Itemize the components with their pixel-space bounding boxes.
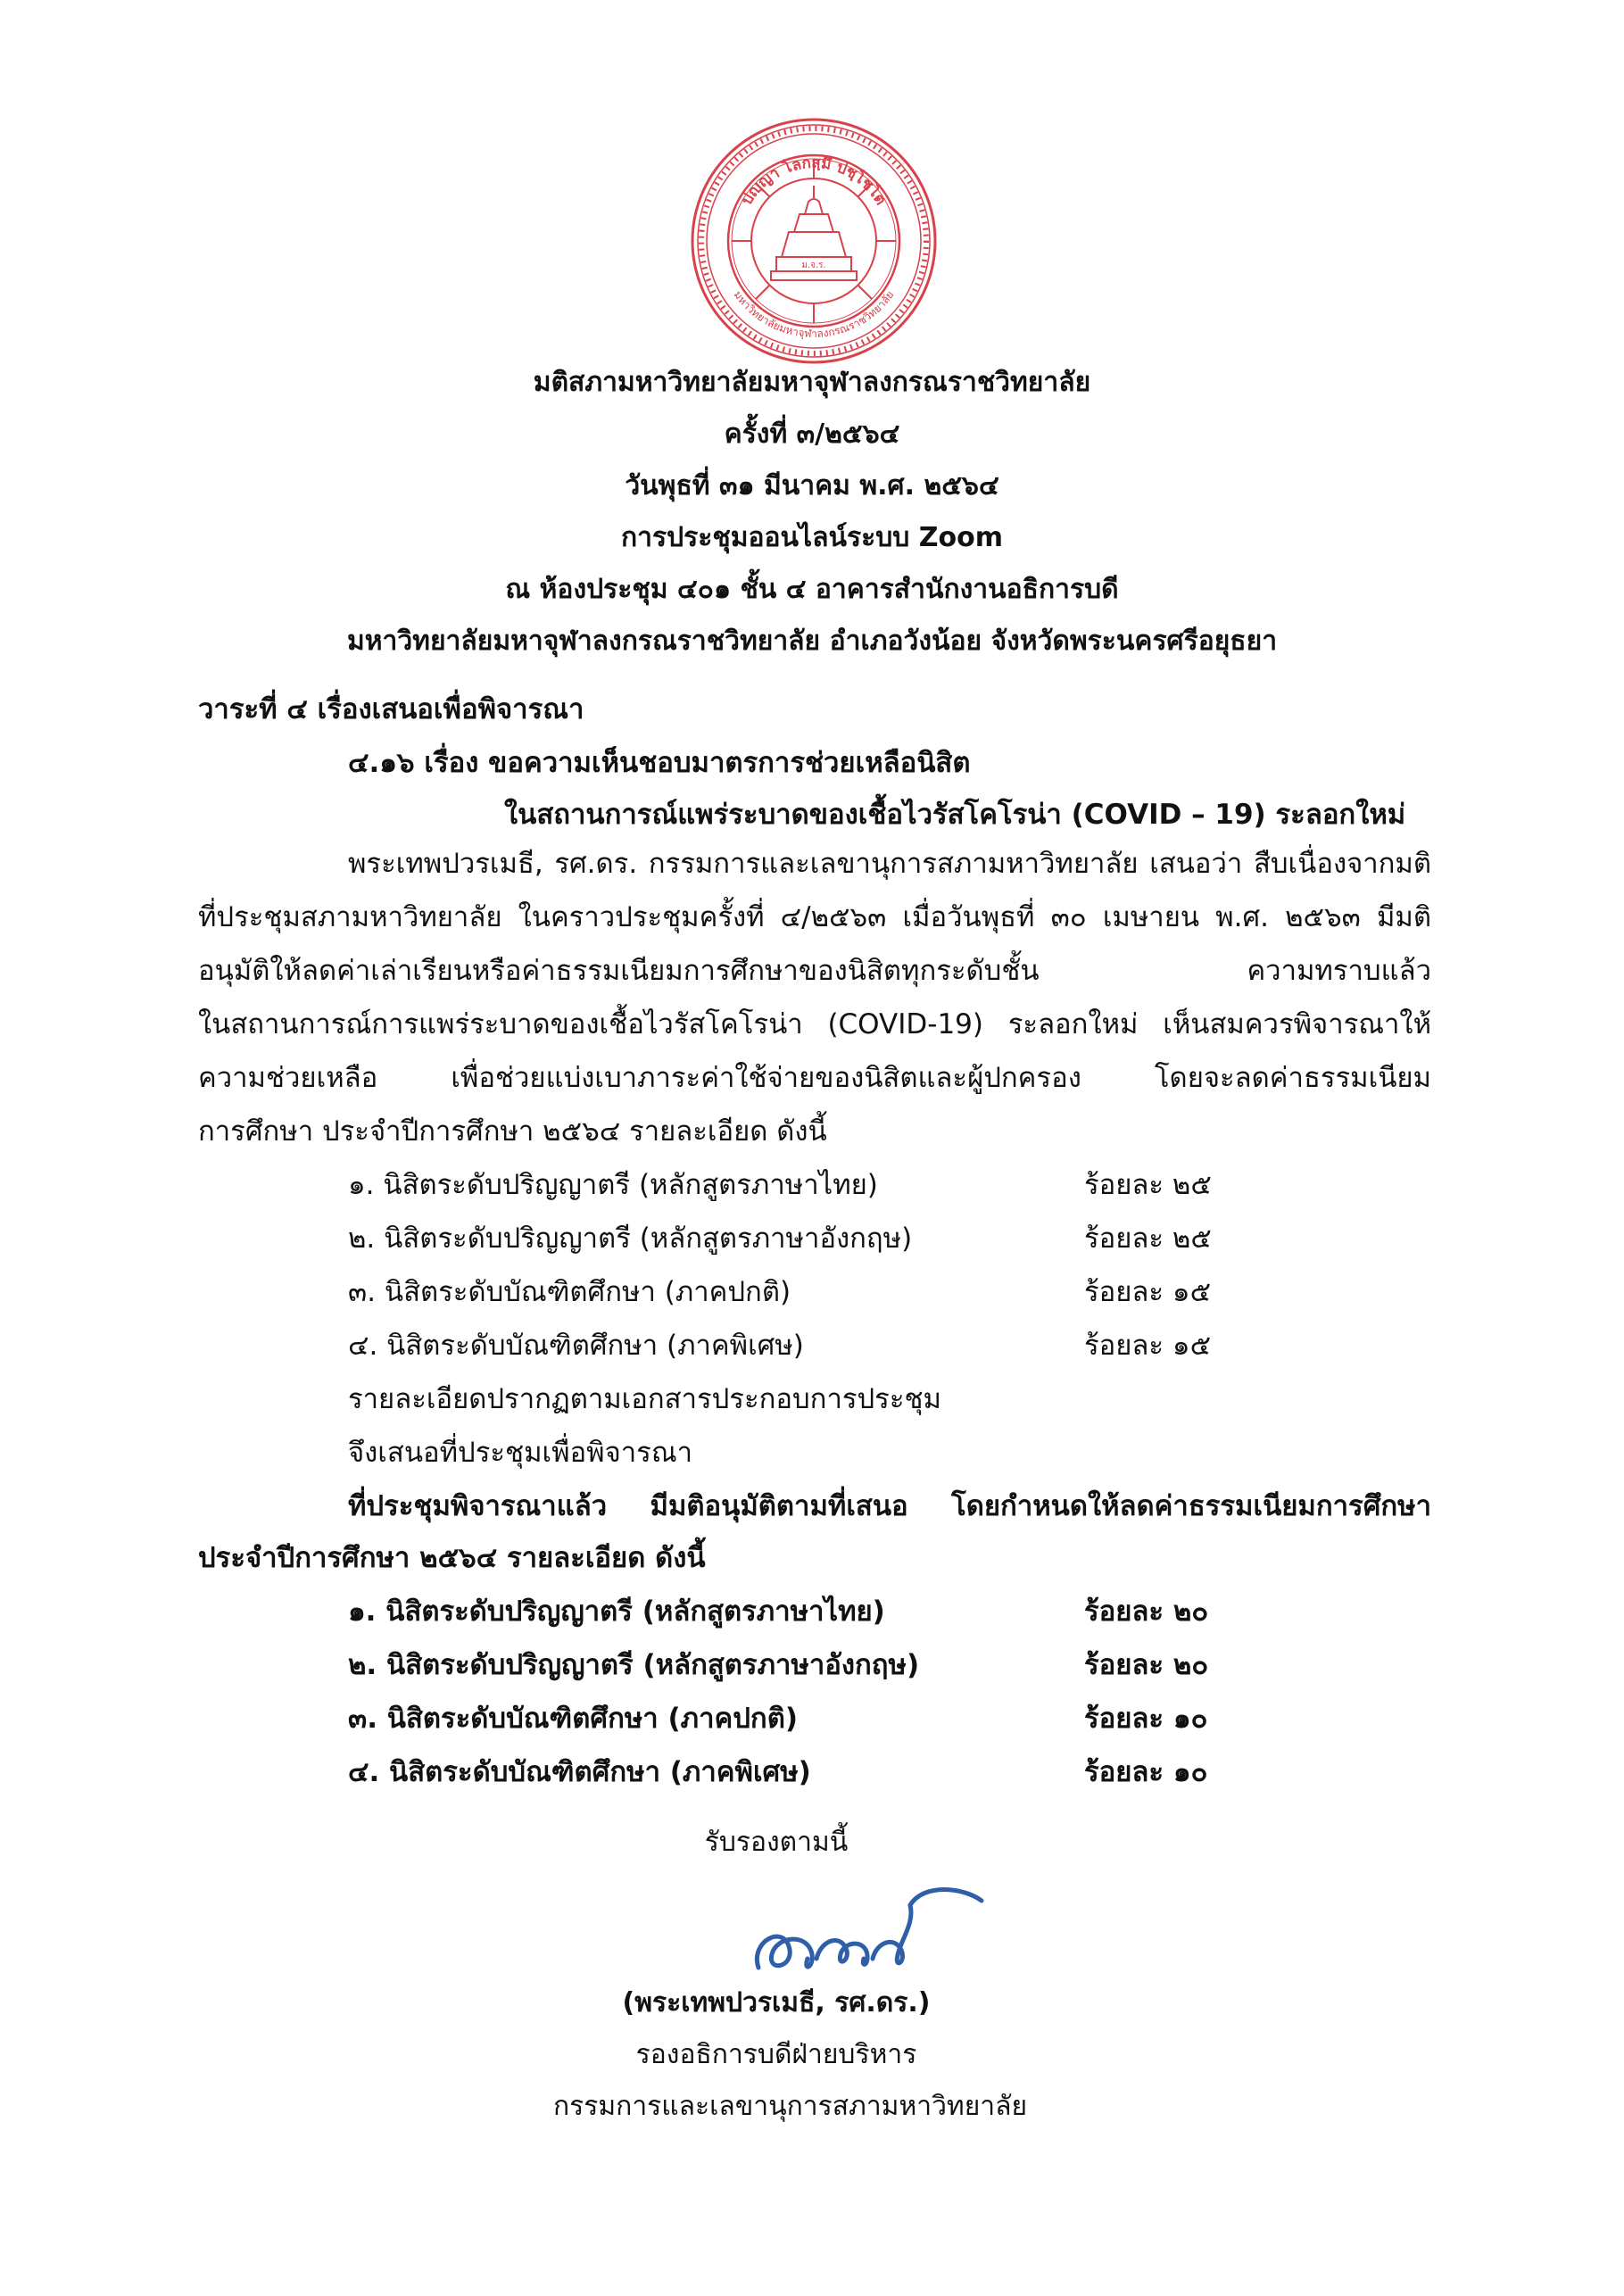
- proposal-line-3: อนุมัติให้ลดค่าเล่าเรียนหรือค่าธรรมเนียมการศึกษาของนิสิตทุกระดับชั้น ความทราบแล้ว: [198, 955, 1431, 987]
- proposed-list-item: [348, 1167, 1240, 1203]
- header-meeting-number: ครั้งที่ ๓/๒๕๖๔: [724, 419, 900, 450]
- proposed-item-label: ๔. นิสิตระดับบัณฑิตศึกษา (ภาคพิเศษ): [348, 1330, 804, 1362]
- seal-bottom-text: มหาวิทยาลัยมหาจุฬาลงกรณราชวิทยาลัย: [731, 288, 897, 341]
- agenda-item-title: ๔.๑๖ เรื่อง ขอความเห็นชอบมาตรการช่วยเหลือนิสิต: [348, 747, 971, 779]
- proposal-line-1: พระเทพปวรเมธี, รศ.ดร. กรรมการและเลขานุการสภามหาวิทยาลัย เสนอว่า สืบเนื่องจากมติ: [348, 848, 1431, 880]
- proposed-item-percent: ร้อยละ ๑๕: [1084, 1330, 1212, 1362]
- document-header: [0, 357, 1624, 667]
- approved-item-label: ๓. นิสิตระดับบัณฑิตศึกษา (ภาคปกติ): [348, 1703, 798, 1735]
- proposed-list-item: [348, 1221, 1240, 1256]
- seal-inner-label: ม.จ.ร.: [801, 261, 826, 270]
- seal-top-text: ปญฺญา โลกสฺมึ ปชฺโชโต: [738, 153, 890, 209]
- proposed-item-percent: ร้อยละ ๒๕: [1084, 1169, 1212, 1201]
- proposed-item-label: ๒. นิสิตระดับปริญญาตรี (หลักสูตรภาษาอังกฤษ): [348, 1223, 913, 1255]
- proposal-line-6: การศึกษา ประจำปีการศึกษา ๒๕๖๔ รายละเอียด ดังนี้: [198, 1115, 827, 1148]
- proposed-item-percent: ร้อยละ ๑๕: [1084, 1276, 1212, 1308]
- proposed-item-percent: ร้อยละ ๒๕: [1084, 1223, 1212, 1255]
- certify-text: รับรองตามนี้: [704, 1827, 849, 1858]
- header-council-title: มติสภามหาวิทยาลัยมหาจุฬาลงกรณราชวิทยาลัย: [533, 367, 1091, 398]
- submit-note: จึงเสนอที่ประชุมเพื่อพิจารณา: [348, 1437, 692, 1469]
- header-meeting-date: วันพุธที่ ๓๑ มีนาคม พ.ศ. ๒๕๖๔: [625, 470, 999, 501]
- approved-item-percent: ร้อยละ ๑๐: [1084, 1703, 1208, 1735]
- approved-list-item: [348, 1754, 1240, 1790]
- approved-item-percent: ร้อยละ ๒๐: [1084, 1649, 1209, 1681]
- agenda-heading: วาระที่ ๔ เรื่องเสนอเพื่อพิจารณา: [198, 693, 584, 725]
- approved-item-label: ๑. นิสิตระดับปริญญาตรี (หลักสูตรภาษาไทย): [348, 1596, 885, 1628]
- approved-list-item: [348, 1594, 1240, 1629]
- signatory-name: (พระเทพปวรเมธี, รศ.ดร.): [622, 1987, 931, 2018]
- proposal-line-2: ที่ประชุมสภามหาวิทยาลัย ในคราวประชุมครั้งที่ ๔/๒๕๖๓ เมื่อวันพุธที่ ๓๐ เมษายน พ.ศ. ๒๕๖๓ มีมติ: [198, 901, 1431, 933]
- signatory-position-2: กรรมการและเลขานุการสภามหาวิทยาลัย: [553, 2091, 1028, 2122]
- details-note: รายละเอียดปรากฏตามเอกสารประกอบการประชุม: [348, 1383, 941, 1415]
- resolution-line-2: ประจำปีการศึกษา ๒๕๖๔ รายละเอียด ดังนี้: [198, 1542, 706, 1574]
- proposed-list-item: [348, 1328, 1240, 1364]
- proposal-line-4: ในสถานการณ์การแพร่ระบาดของเชื้อไวรัสโคโรน่า (COVID-19) ระลอกใหม่ เห็นสมควรพิจารณาให้: [198, 1008, 1431, 1040]
- agenda-item-subtitle: ในสถานการณ์แพร่ระบาดของเชื้อไวรัสโคโรน่า (COVID – 19) ระลอกใหม่: [504, 799, 1406, 831]
- header-meeting-mode: การประชุมออนไลน์ระบบ Zoom: [620, 522, 1004, 553]
- approved-item-label: ๒. นิสิตระดับปริญญาตรี (หลักสูตรภาษาอังกฤษ): [348, 1649, 920, 1681]
- university-seal-logo: [689, 116, 939, 366]
- approved-item-percent: ร้อยละ ๒๐: [1084, 1596, 1209, 1628]
- approved-list-item: [348, 1701, 1240, 1737]
- header-university-location: มหาวิทยาลัยมหาจุฬาลงกรณราชวิทยาลัย อำเภอวังน้อย จังหวัดพระนครศรีอยุธยา: [346, 626, 1278, 657]
- proposed-list-item: [348, 1274, 1240, 1310]
- signatory-position-1: รองอธิการบดีฝ่ายบริหาร: [635, 2039, 917, 2070]
- header-meeting-room: ณ ห้องประชุม ๔๐๑ ชั้น ๔ อาคารสำนักงานอธิการบดี: [505, 574, 1119, 605]
- approved-item-percent: ร้อยละ ๑๐: [1084, 1756, 1208, 1788]
- proposed-item-label: ๑. นิสิตระดับปริญญาตรี (หลักสูตรภาษาไทย): [348, 1169, 878, 1201]
- resolution-line-1: ที่ประชุมพิจารณาแล้ว มีมติอนุมัติตามที่เสนอ โดยกำหนดให้ลดค่าธรรมเนียมการศึกษา: [348, 1490, 1431, 1522]
- proposal-line-5: ความช่วยเหลือ เพื่อช่วยแบ่งเบาภาระค่าใช้จ่ายของนิสิตและผู้ปกครอง โดยจะลดค่าธรรมเนียม: [198, 1062, 1431, 1094]
- approved-item-label: ๔. นิสิตระดับบัณฑิตศึกษา (ภาคพิเศษ): [348, 1756, 811, 1788]
- handwritten-signature: [732, 1869, 999, 1994]
- proposed-item-label: ๓. นิสิตระดับบัณฑิตศึกษา (ภาคปกติ): [348, 1276, 791, 1308]
- approved-list-item: [348, 1647, 1240, 1683]
